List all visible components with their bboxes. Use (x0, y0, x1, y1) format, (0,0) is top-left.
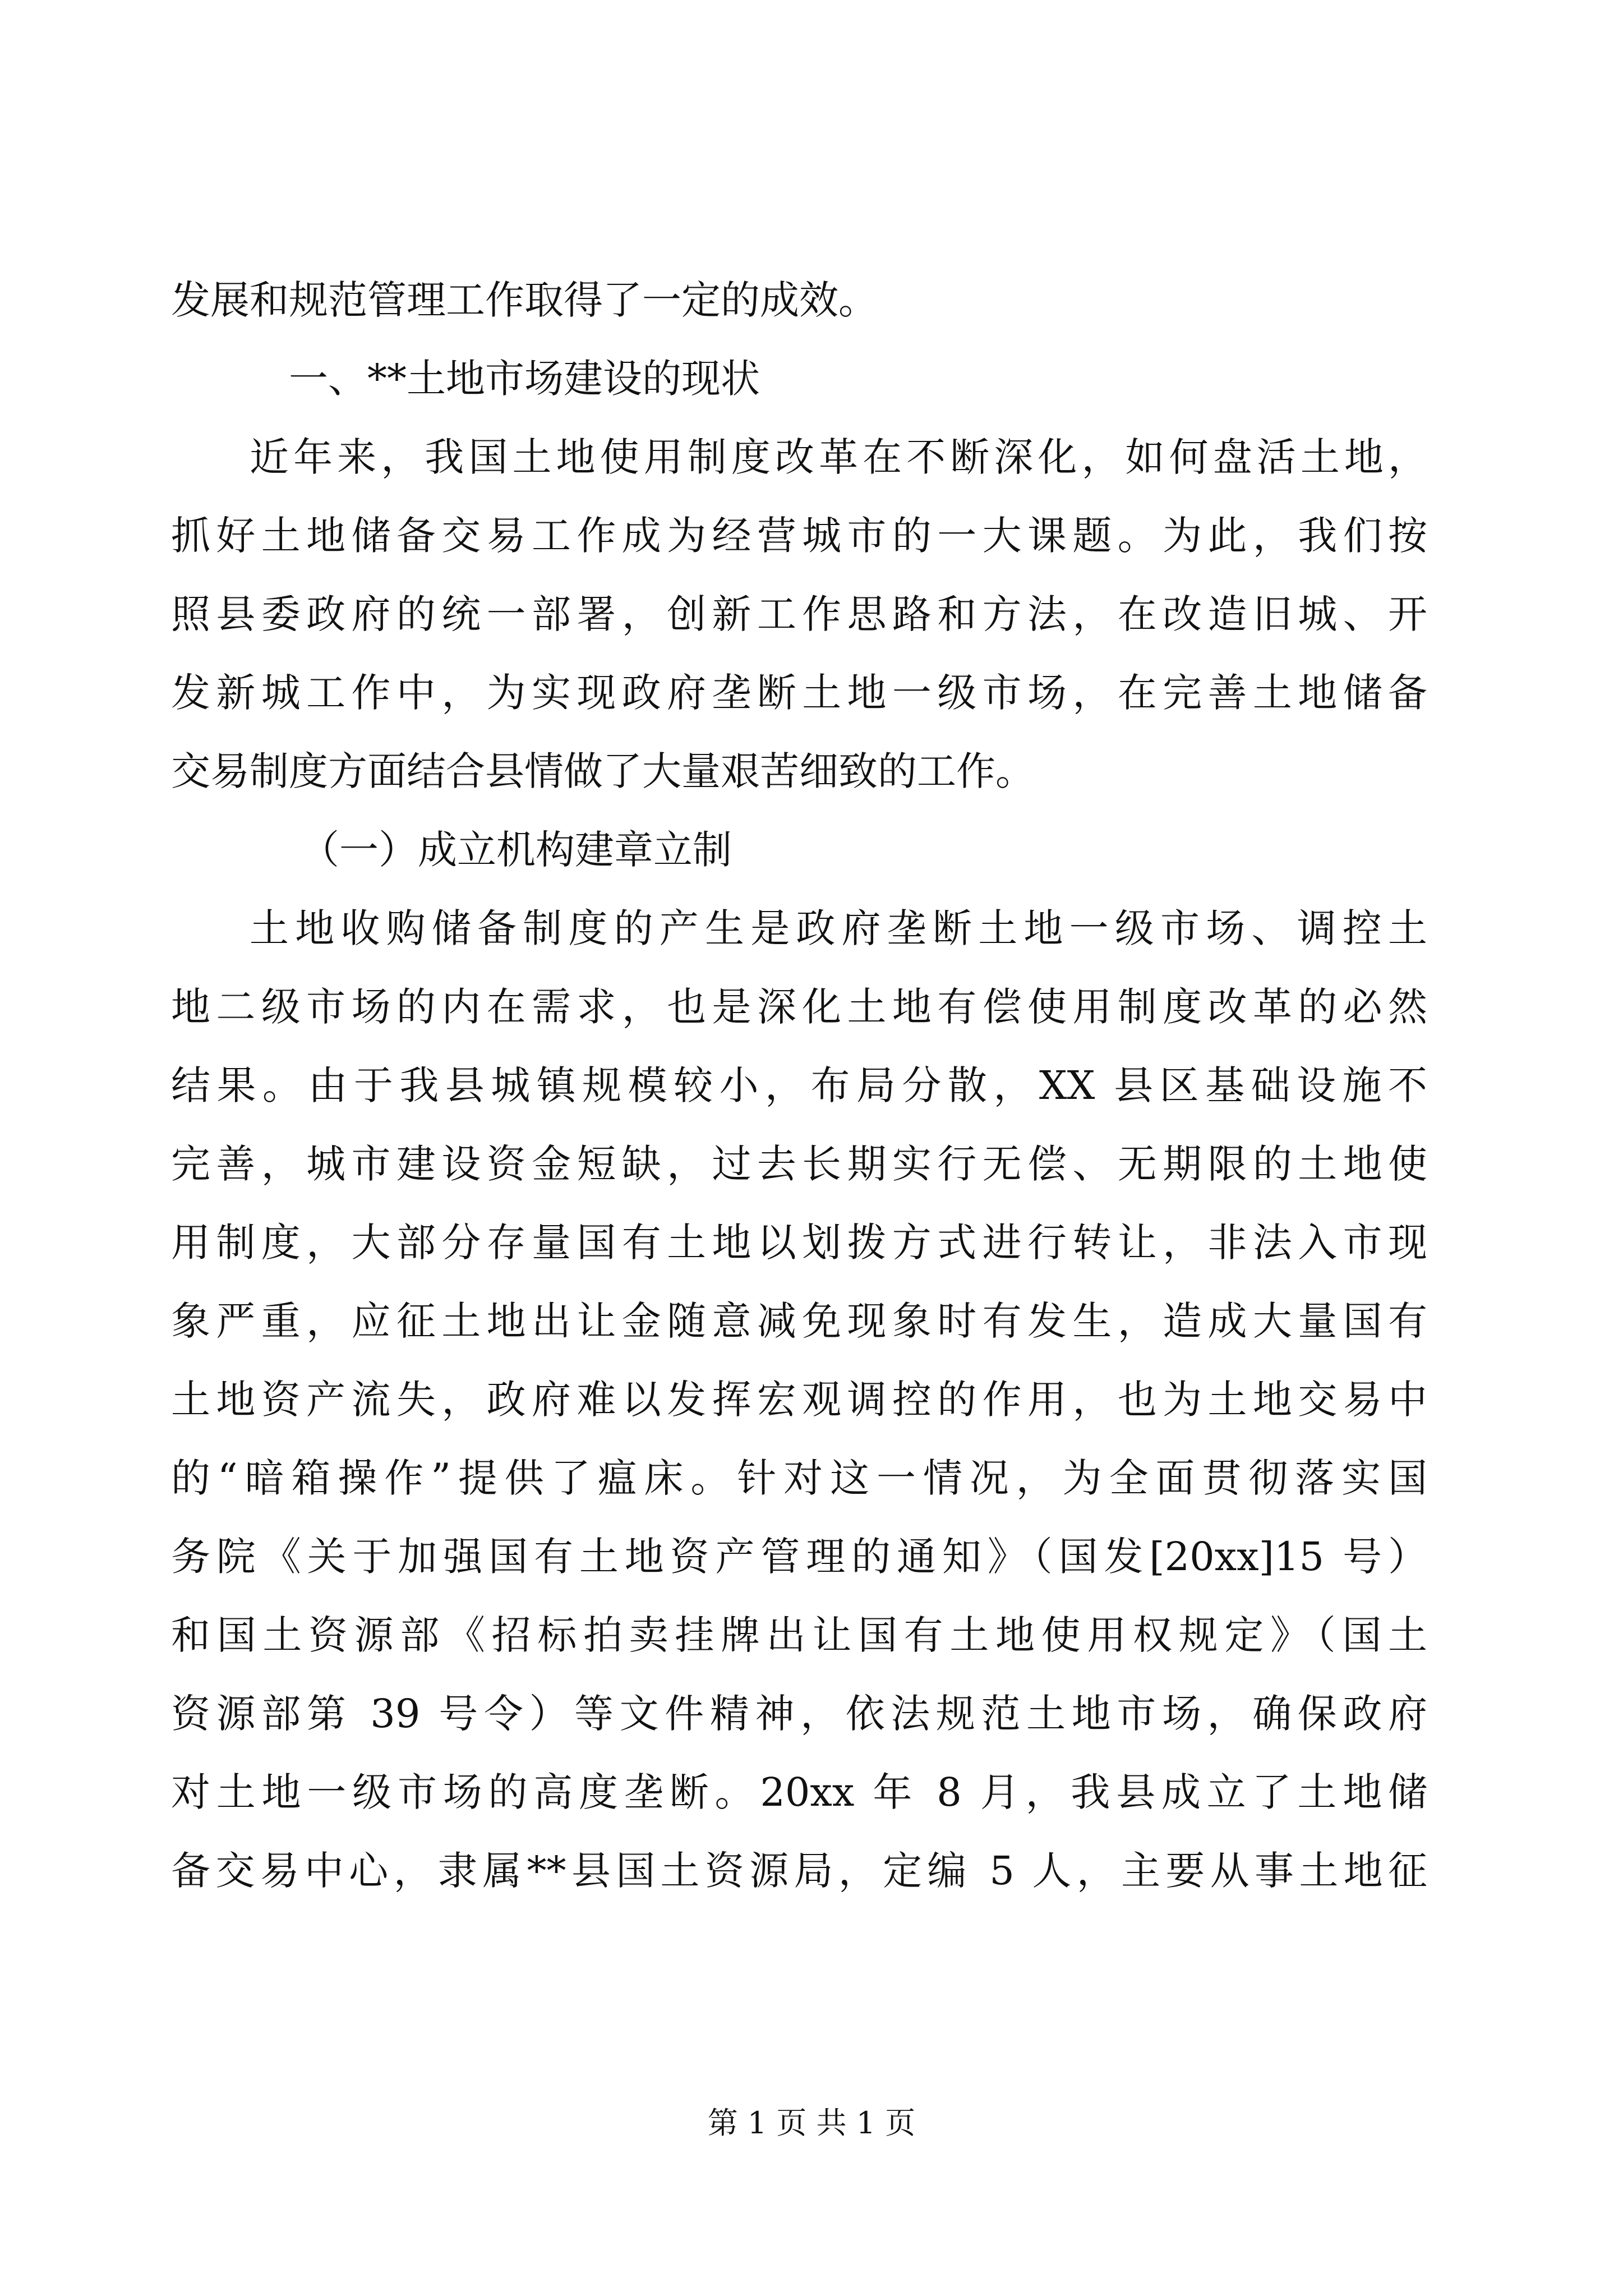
page-number: 第 1 页 共 1 页 (707, 2105, 916, 2141)
paragraph-line: 地二级市场的内在需求，也是深化土地有偿使用制度改革的必然 (171, 984, 1427, 1030)
paragraph-line: 交易制度方面结合县情做了大量艰苦细致的工作。 (171, 748, 1035, 794)
paragraph-line: 抓好土地储备交易工作成为经营城市的一大课题。为此，我们按 (171, 513, 1427, 559)
paragraph-line: 土地资产流失，政府难以发挥宏观调控的作用，也为土地交易中 (171, 1377, 1427, 1423)
paragraph-line: 和国土资源部《招标拍卖挂牌出让国有土地使用权规定》（国土 (171, 1612, 1427, 1658)
paragraph-line: 务院《关于加强国有土地资产管理的通知》（国发[20xx]15 号） (171, 1534, 1427, 1580)
paragraph-line: 用制度，大部分存量国有土地以划拨方式进行转让，非法入市现 (171, 1220, 1427, 1266)
text-line: 发展和规范管理工作取得了一定的成效。 (171, 277, 878, 323)
section-heading: 一、**土地市场建设的现状 (289, 356, 760, 402)
document-body (171, 261, 1427, 1910)
paragraph-line: 资源部第 39 号令）等文件精神，依法规范土地市场，确保政府 (171, 1691, 1427, 1737)
paragraph-line: 近年来，我国土地使用制度改革在不断深化，如何盘活土地， (250, 434, 1427, 480)
paragraph-line: 照县委政府的统一部署，创新工作思路和方法，在改造旧城、开 (171, 591, 1427, 637)
paragraph-line: 备交易中心，隶属**县国土资源局，定编 5 人，主要从事土地征 (171, 1848, 1427, 1894)
paragraph-line: 完善，城市建设资金短缺，过去长期实行无偿、无期限的土地使 (171, 1141, 1427, 1187)
paragraph-line: 发新城工作中，为实现政府垄断土地一级市场，在完善土地储备 (171, 670, 1427, 716)
paragraph-line: 结果。由于我县城镇规模较小，布局分散，XX 县区基础设施不 (171, 1062, 1427, 1108)
paragraph-line: 象严重，应征土地出让金随意减免现象时有发生，造成大量国有 (171, 1298, 1427, 1344)
page-footer (0, 2104, 1623, 2143)
paragraph-line: 对土地一级市场的高度垄断。20xx 年 8 月，我县成立了土地储 (171, 1769, 1427, 1815)
paragraph-line: 的“暗箱操作”提供了瘟床。针对这一情况，为全面贯彻落实国 (171, 1455, 1427, 1501)
subsection-heading: （一）成立机构建章立制 (300, 827, 732, 873)
paragraph-line: 土地收购储备制度的产生是政府垄断土地一级市场、调控土 (250, 905, 1427, 951)
